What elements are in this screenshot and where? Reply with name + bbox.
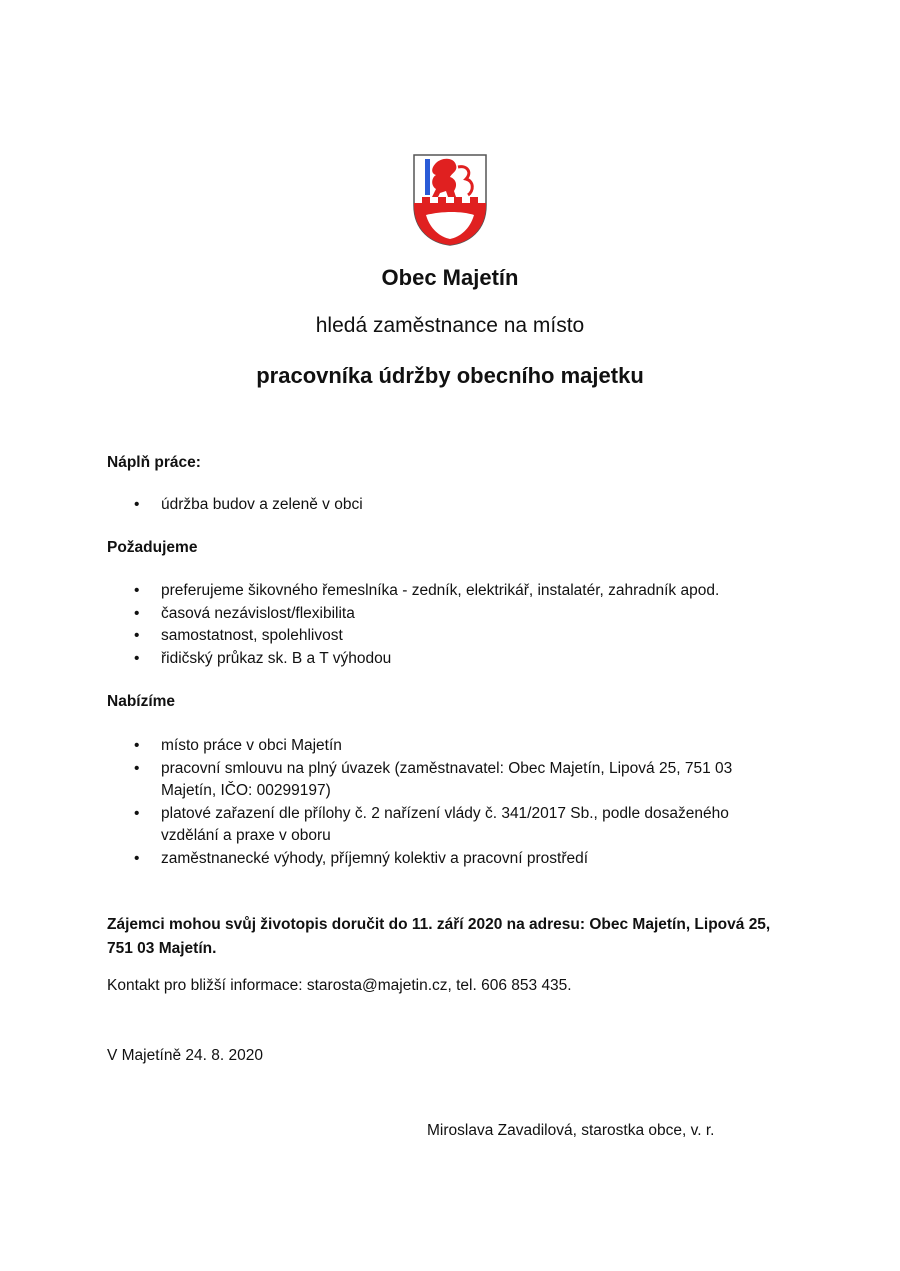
- section-heading-offer: Nabízíme: [107, 693, 176, 710]
- section-heading-job-description: Náplň práce:: [107, 454, 201, 471]
- coat-of-arms-icon: [412, 153, 488, 246]
- list-item: • údržba budov a zeleně v obci: [107, 494, 363, 517]
- position-title: pracovníka údržby obecního majetku: [256, 363, 644, 388]
- section-heading-requirements: Požadujeme: [107, 539, 198, 556]
- list-item: • časová nezávislost/flexibilita: [107, 603, 719, 626]
- list-item: • pracovní smlouvu na plný úvazek (zaměstnavatel: Obec Majetín, Lipová 25, 751 03 Majetín, IČO: 00299197): [107, 758, 787, 803]
- list-item: • místo práce v obci Majetín: [107, 735, 787, 758]
- list-item: • platové zařazení dle přílohy č. 2 nařízení vlády č. 341/2017 Sb., podle dosaženého vzdělání a praxe v oboru: [107, 803, 787, 848]
- list-item: • řidičský průkaz sk. B a T výhodou: [107, 648, 719, 671]
- list-item: • preferujeme šikovného řemeslníka - zedník, elektrikář, instalatér, zahradník apod.: [107, 580, 719, 603]
- application-notice: Zájemci mohou svůj životopis doručit do 11. září 2020 na adresu: Obec Majetín, Lipová 25, 751 03 Majetín.: [107, 916, 771, 957]
- offer-list: [107, 735, 787, 870]
- organization-title: Obec Majetín: [381, 265, 519, 290]
- job-description-list: [107, 494, 363, 517]
- place-and-date: V Majetíně 24. 8. 2020: [107, 1047, 263, 1064]
- contact-info: Kontakt pro bližší informace: starosta@majetin.cz, tel. 606 853 435.: [107, 977, 572, 994]
- requirements-list: [107, 580, 719, 670]
- list-item: • zaměstnanecké výhody, příjemný kolektiv a pracovní prostředí: [107, 848, 787, 871]
- signature: Miroslava Zavadilová, starostka obce, v. r.: [427, 1122, 715, 1139]
- subtitle: hledá zaměstnance na místo: [315, 314, 585, 337]
- list-item: • samostatnost, spolehlivost: [107, 625, 719, 648]
